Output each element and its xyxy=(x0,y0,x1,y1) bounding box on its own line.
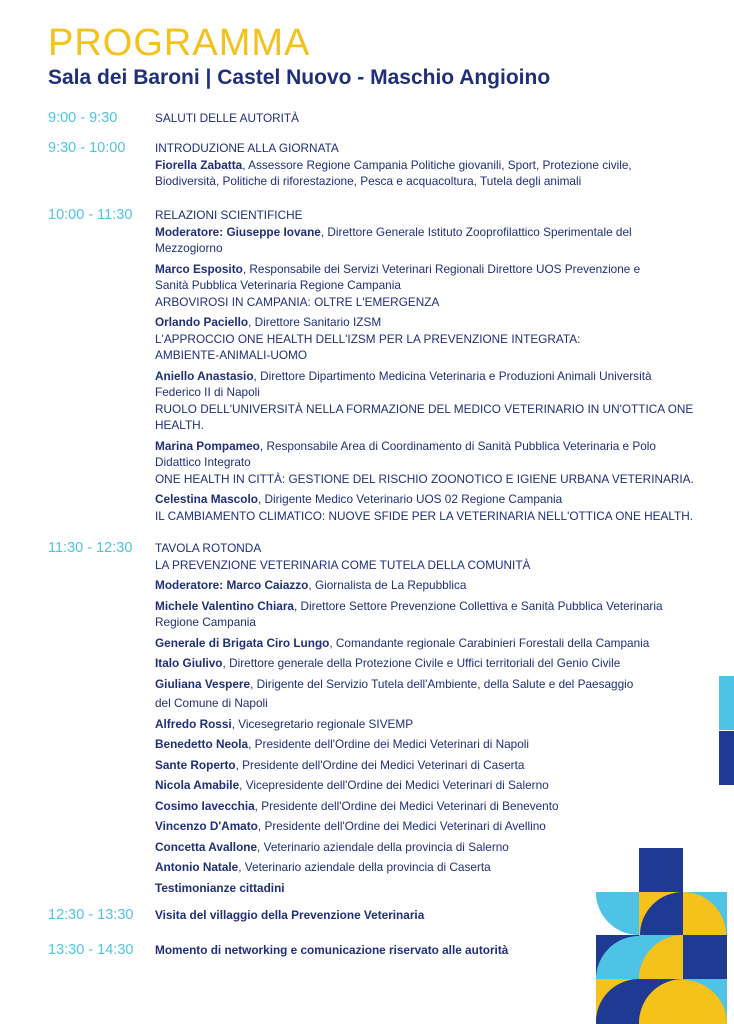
talk-speaker-name: Aniello Anastasio xyxy=(155,368,254,383)
speaker-name: Fiorella Zabatta xyxy=(155,157,243,172)
moderator-name: Moderatore: Giuseppe Iovane xyxy=(155,224,321,239)
participant-line xyxy=(155,635,695,652)
participant-role: , Presidente dell'Ordine dei Medici Veterinari di Napoli xyxy=(248,737,530,751)
participant xyxy=(155,676,695,712)
slot-title: RELAZIONI SCIENTIFICHE xyxy=(155,208,303,222)
talk-item xyxy=(155,261,695,311)
talk-item xyxy=(155,438,695,488)
participant-list xyxy=(155,598,695,876)
slot-time: 9:30 - 10:00 xyxy=(48,140,126,156)
participant-name: Antonio Natale xyxy=(155,860,239,874)
participant-name: Vincenzo D'Amato xyxy=(155,819,258,833)
speaker-role: , Assessore Regione Campania Politiche giovanili, Sport, Protezione civile, xyxy=(242,157,632,172)
participant-name: Cosimo Iavecchia xyxy=(155,798,255,813)
talk-speaker-name: Marina Pompameo xyxy=(155,438,260,453)
participant-line xyxy=(155,757,695,774)
moderator-role: , Direttore Generale Istituto Zooprofilattico Sperimentale del xyxy=(320,224,632,239)
participant-role: , Direttore generale della Protezione Civile e Uffici territoriali del Genio Civile xyxy=(222,656,621,670)
participant-role: , Vicesegretario regionale SIVEMP xyxy=(231,716,414,731)
participant xyxy=(155,798,695,815)
talk-speaker-role: , Dirigente Medico Veterinario UOS 02 Regione Campania xyxy=(257,492,563,506)
participant-name: Generale di Brigata Ciro Lungo xyxy=(155,635,330,650)
talk-topic: L'APPROCCIO ONE HEALTH DELL'IZSM PER LA PREVENZIONE INTEGRATA: xyxy=(155,331,581,346)
participant-name: Italo Giulivo xyxy=(155,656,223,670)
talk-speaker-role-continued: Didattico Integrato xyxy=(155,455,251,469)
talk-speaker xyxy=(155,314,695,331)
participant-name: Concetta Avallone xyxy=(155,839,258,854)
talk-speaker xyxy=(155,491,695,508)
talk-speaker-role: , Responsabile Area di Coordinamento di Sanità Pubblica Veterinaria e Polo xyxy=(259,438,656,453)
slot-title: SALUTI DELLE AUTORITÀ xyxy=(155,111,300,125)
talk-speaker-role: , Responsabile dei Servizi Veterinari Regionali Direttore UOS Prevenzione e xyxy=(242,261,641,276)
participant xyxy=(155,777,695,794)
talk-item xyxy=(155,368,695,434)
participant-line xyxy=(155,798,695,815)
participant-name: Alfredo Rossi xyxy=(155,716,232,731)
participant-line xyxy=(155,777,695,794)
talk-topic: ARBOVIROSI IN CAMPANIA: OLTRE L'EMERGENZA xyxy=(155,294,440,309)
slot-time: 9:00 - 9:30 xyxy=(48,110,118,126)
slot-time: 11:30 - 12:30 xyxy=(48,540,133,556)
talk-topic: IL CAMBIAMENTO CLIMATICO: NUOVE SFIDE PER LA VETERINARIA NELL'OTTICA ONE HEALTH. xyxy=(155,508,694,523)
slot-time: 10:00 - 11:30 xyxy=(48,207,133,223)
participant-role: , Direttore Settore Prevenzione Collettiva e Sanità Pubblica Veterinaria xyxy=(293,598,663,613)
participant-line xyxy=(155,716,695,733)
participant-name: Michele Valentino Chiara xyxy=(155,598,294,613)
participant xyxy=(155,818,695,835)
moderator-line xyxy=(155,224,695,241)
talk-speaker-role-continued: Federico II di Napoli xyxy=(155,385,260,399)
venue-subtitle: Sala dei Baroni | Castel Nuovo - Maschio Angioino xyxy=(48,66,551,89)
participant xyxy=(155,598,695,631)
edge-tab-cyan xyxy=(719,676,734,730)
talk-topic: RUOLO DELL'UNIVERSITÀ NELLA FORMAZIONE DEL MEDICO VETERINARIO IN UN'OTTICA ONE xyxy=(155,401,694,416)
talk-speaker-role: , Direttore Sanitario IZSM xyxy=(248,315,382,329)
slot-title: Visita del villaggio della Prevenzione Veterinaria xyxy=(155,908,425,922)
talk-topic-continued: AMBIENTE-ANIMALI-UOMO xyxy=(155,348,308,362)
participant-name: Giuliana Vespere xyxy=(155,676,251,691)
talk-speaker-name: Orlando Paciello xyxy=(155,315,249,329)
participant-role-continued: del Comune di Napoli xyxy=(155,696,268,710)
participant-role: , Presidente dell'Ordine dei Medici Veterinari di Avellino xyxy=(257,819,546,833)
participant-name: Sante Roperto xyxy=(155,757,236,772)
speaker-line xyxy=(155,157,695,174)
page-title: PROGRAMMA xyxy=(48,22,311,64)
participant xyxy=(155,655,695,672)
moderator-name: Moderatore: Marco Caiazzo xyxy=(155,578,309,592)
talk-speaker-name: Marco Esposito xyxy=(155,261,243,276)
moderator-role-continued: Mezzogiorno xyxy=(155,241,223,255)
participant-line xyxy=(155,655,695,672)
participant xyxy=(155,716,695,733)
slot-title: TAVOLA ROTONDA xyxy=(155,541,262,555)
participant-role: , Presidente dell'Ordine dei Medici Veterinari di Caserta xyxy=(235,757,525,772)
participant-role: , Dirigente del Servizio Tutela dell'Ambiente, della Salute e del Paesaggio xyxy=(250,676,634,691)
moderator-role: , Giornalista de La Repubblica xyxy=(308,578,467,592)
participant-line xyxy=(155,598,695,615)
participant xyxy=(155,736,695,753)
talk-speaker xyxy=(155,368,695,385)
talk-speaker-role-continued: Sanità Pubblica Veterinaria Regione Campania xyxy=(155,278,401,292)
talk-speaker-role: , Direttore Dipartimento Medicina Veterinaria e Produzioni Animali Università xyxy=(253,368,652,383)
participant-line xyxy=(155,676,695,693)
participant-name: Benedetto Neola xyxy=(155,737,249,751)
talk-item xyxy=(155,491,695,524)
slot-time: 13:30 - 14:30 xyxy=(48,942,134,958)
slot-title: Momento di networking e comunicazione riservato alle autorità xyxy=(155,943,509,957)
participant-role-continued: Regione Campania xyxy=(155,615,256,629)
decorative-pattern xyxy=(596,848,734,1024)
talk-item xyxy=(155,314,695,364)
participant-role: , Vicepresidente dell'Ordine dei Medici Veterinari di Salerno xyxy=(239,778,549,792)
slot-time: 12:30 - 13:30 xyxy=(48,907,134,923)
participant-line xyxy=(155,736,695,753)
speaker-role-continued: Biodiversità, Politiche di riforestazione, Pesca e acquacoltura, Tutela degli animali xyxy=(155,174,582,188)
participant-role: , Comandante regionale Carabinieri Forestali della Campania xyxy=(329,635,650,650)
participant-line xyxy=(155,818,695,835)
participant-role: , Veterinario aziendale della provincia di Caserta xyxy=(238,860,491,874)
participant xyxy=(155,757,695,774)
participant-role: , Presidente dell'Ordine dei Medici Veterinari di Benevento xyxy=(254,798,559,813)
edge-tab-navy xyxy=(719,731,734,785)
participant-role: , Veterinario aziendale della provincia di Salerno xyxy=(257,839,509,854)
talk-speaker xyxy=(155,438,695,455)
slot-subtitle: LA PREVENZIONE VETERINARIA COME TUTELA DELLA COMUNITÀ xyxy=(155,557,531,572)
talk-speaker xyxy=(155,261,695,278)
participant xyxy=(155,635,695,652)
talk-topic-continued: HEALTH. xyxy=(155,418,204,432)
closing-item: Testimonianze cittadini xyxy=(155,880,285,895)
talk-topic: ONE HEALTH IN CITTÀ: GESTIONE DEL RISCHIO ZOONOTICO E IGIENE URBANA VETERINARIA. xyxy=(155,471,694,486)
slot-title: INTRODUZIONE ALLA GIORNATA xyxy=(155,141,339,155)
participant-name: Nicola Amabile xyxy=(155,778,240,792)
moderator-line xyxy=(155,577,695,594)
talk-speaker-name: Celestina Mascolo xyxy=(155,492,258,506)
